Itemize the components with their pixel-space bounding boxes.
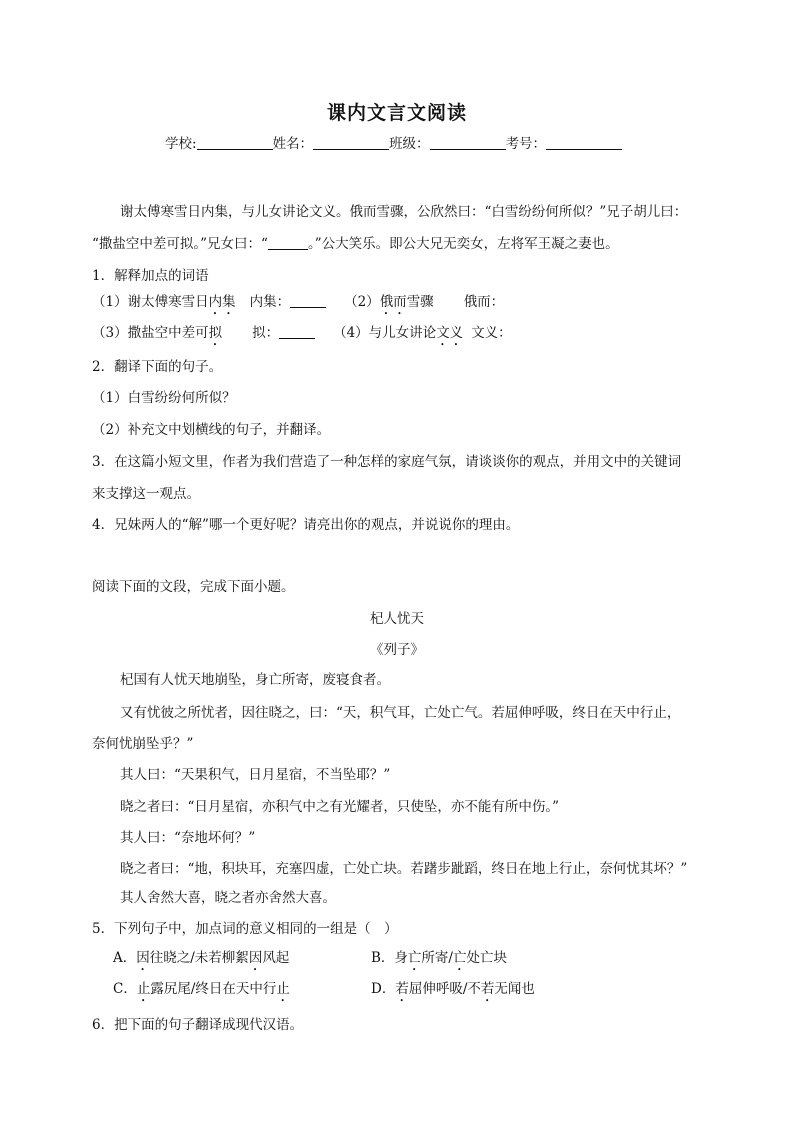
passage2-para5: 其人曰：“奈地坏何？”: [120, 830, 256, 846]
q5-option-b[interactable]: [371, 949, 507, 974]
option-d-key: D．: [371, 981, 396, 997]
option-b-text-2: 所寄/: [421, 950, 453, 966]
passage2-para4: 晓之者曰：“日月星宿，亦积气中之有光耀者，只使坠，亦不能有所中伤。”: [120, 799, 560, 815]
q1-b-dotted-word: 俄而: [379, 294, 407, 310]
q1-a-text: （1）谢太傅寒雪日: [92, 294, 209, 310]
q1-items-row2: [92, 324, 512, 349]
q5-option-a[interactable]: [113, 949, 289, 974]
q1-a-label: 内集：: [249, 294, 291, 310]
passage2-para7: 其人舍然大喜，晓之者亦舍然大喜。: [120, 890, 336, 906]
option-b-text-3: 处亡块: [466, 950, 507, 966]
passage2-source: 《列子》: [370, 642, 424, 658]
q1-a-dotted-word: 内集: [208, 294, 236, 310]
q6-text: 6．把下面的句子翻译成现代汉语。: [92, 1017, 304, 1033]
option-b-key: B．: [371, 950, 395, 966]
option-b-text-1: 身: [394, 950, 408, 966]
q2-item-1: （1）白雪纷纷何所似？: [92, 390, 236, 406]
passage2-para2-line1: 又有忧彼之所忧者，因往晓之，曰：“天，积气耳，亡处亡气。若屈伸呼吸，终日在天中行止，: [120, 705, 681, 721]
passage1-line2-end: 。”公大笑乐。即公大兄无奕女，左将军王凝之妻也。: [307, 236, 619, 252]
name-label: 姓名：: [272, 136, 314, 152]
option-a-key: A．: [113, 950, 137, 966]
option-a-text-2: 风起: [262, 950, 290, 966]
q3-line2: 来支撑这一观点。: [92, 486, 200, 502]
school-blank[interactable]: [197, 135, 273, 150]
q2-stem: 2．翻译下面的句子。: [92, 359, 223, 375]
option-a-dotted-2: 因: [248, 950, 263, 966]
option-b-dotted-2: 亡: [452, 950, 467, 966]
q5-option-d[interactable]: [371, 980, 535, 1005]
q1-items-row1: [92, 293, 504, 318]
q1-stem: 1．解释加点的词语: [92, 268, 209, 284]
exam-number-label: 考号：: [505, 136, 547, 152]
q1-d-dotted-word: 文义: [436, 325, 464, 341]
q1-c-text: （3）撒盐空中差可: [92, 325, 209, 341]
passage1-line1: 谢太傅寒雪日内集，与儿女讲论文义。俄而雪骤，公欣然曰：“白雪纷纷何所似？”兄子胡儿曰：: [120, 204, 688, 220]
q1-b-text: 雪骤: [406, 294, 434, 310]
passage2-para2-line2: 奈何忧崩坠乎？”: [92, 736, 194, 752]
q2-item-2: （2）补充文中划横线的句子，并翻译。: [92, 422, 331, 438]
passage1-fill-blank[interactable]: [268, 235, 308, 250]
q1-d-text: （4）与儿女讲论: [333, 325, 437, 341]
exam-number-blank[interactable]: [546, 135, 622, 150]
q1-b-label: 俄而：: [463, 294, 505, 310]
q1-c-dotted-word: 拟: [208, 325, 223, 341]
option-b-dotted-1: 亡: [407, 950, 422, 966]
option-c-dotted-1: 止: [136, 981, 151, 997]
passage1-line2: [92, 235, 619, 253]
option-d-text-2: 无闻也: [494, 981, 535, 997]
q5-option-c[interactable]: [113, 980, 290, 1005]
q5-stem: 5．下列句子中，加点词的意义相同的一组是（ ）: [92, 921, 398, 937]
passage2-title: 杞人忧天: [370, 611, 424, 627]
q1-c-label: 拟：: [252, 325, 280, 341]
student-info-line: [165, 135, 622, 153]
passage2-para1: 杞国有人忧天地崩坠，身亡所寄，废寝食者。: [120, 672, 390, 688]
passage1-line2-start: “撒盐空中差可拟。”兄女曰：“: [92, 236, 268, 252]
name-blank[interactable]: [313, 135, 389, 150]
option-c-dotted-2: 止: [276, 981, 290, 997]
q1-b-number: （2）: [344, 294, 380, 310]
option-c-key: C．: [113, 981, 137, 997]
option-d-dotted-1: 若: [395, 981, 409, 997]
option-c-text: 露尻尾/终日在天中行: [150, 981, 277, 997]
passage2-para3: 其人曰：“天果积气，日月星宿，不当坠耶？”: [120, 767, 391, 783]
option-a-text-1: 往晓之/未若柳絮: [149, 950, 249, 966]
page-title: 课内文言文阅读: [326, 102, 467, 124]
reading-intro: 阅读下面的文段，完成下面小题。: [92, 579, 295, 595]
option-a-dotted-1: 因: [136, 950, 150, 966]
class-blank[interactable]: [430, 135, 506, 150]
option-d-dotted-2: 若: [480, 981, 495, 997]
q3-line1: 3．在这篇小短文里，作者为我们营造了一种怎样的家庭气氛，请谈谈你的观点，并用文中的关键词: [92, 454, 682, 470]
class-label: 班级：: [389, 136, 430, 152]
q4-text: 4．兄妹两人的“解”哪一个更好呢？请亮出你的观点，并说说你的理由。: [92, 517, 520, 533]
school-label: 学校:: [165, 136, 197, 152]
q1-d-label: 文义：: [471, 325, 512, 341]
option-d-text-1: 屈伸呼吸/不: [408, 981, 481, 997]
passage2-para6: 晓之者曰：“地，积块耳，充塞四虚，亡处亡块。若躇步跐蹈，终日在地上行止，奈何忧其坏？”: [120, 861, 688, 877]
q1-c-blank[interactable]: [279, 324, 315, 339]
q1-a-blank[interactable]: [290, 293, 326, 308]
